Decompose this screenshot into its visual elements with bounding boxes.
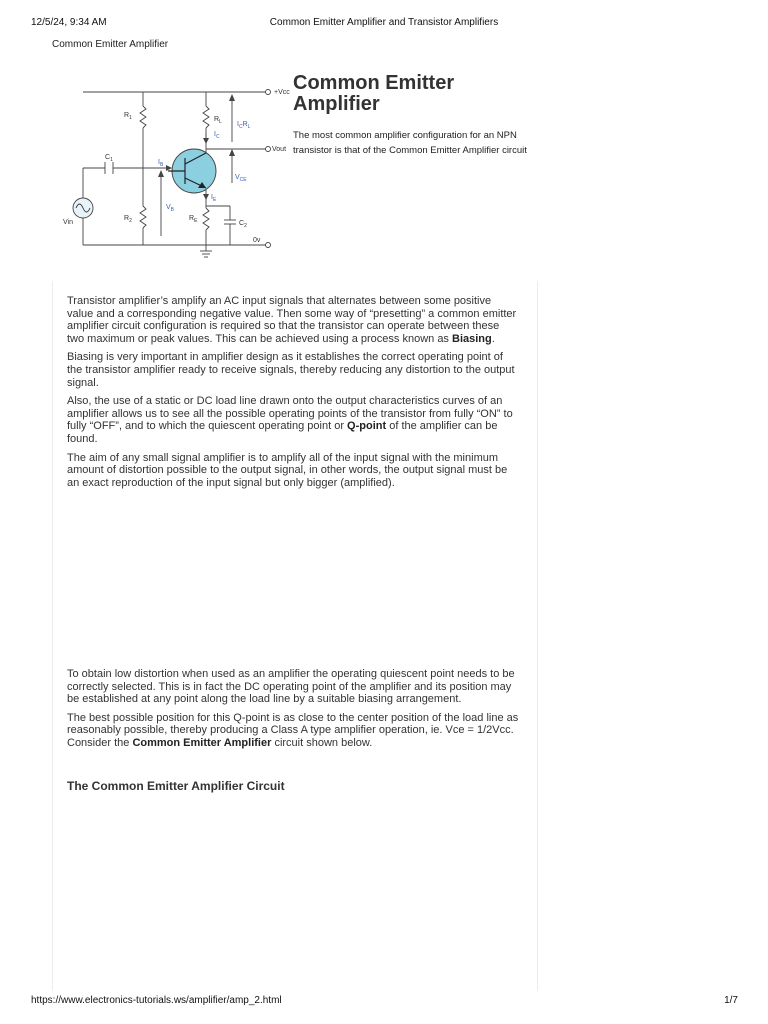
ic-label: $I_C$ [214, 131, 220, 140]
ie-label: $I_E$ [211, 194, 217, 203]
re-label: $R_E$ [189, 215, 198, 224]
common-emitter-circuit-diagram [60, 78, 290, 263]
icrl-label: $I_CR_L$ [237, 121, 251, 130]
ce-amplifier-term: Common Emitter Amplifier [132, 736, 272, 749]
page-url[interactable]: https://www.electronics-tutorials.ws/amplifier/amp_2.html [31, 995, 282, 1006]
vin-label: Vin [63, 219, 73, 226]
vb-label: $V_B$ [166, 204, 175, 213]
biasing-term: Biasing [452, 332, 492, 345]
vcc-label: +Vcc [274, 89, 290, 96]
title-block [293, 73, 533, 158]
breadcrumb[interactable]: Common Emitter Amplifier [52, 39, 169, 50]
q-point-term: Q-point [347, 420, 387, 433]
vce-label: $V_{CE}$ [235, 174, 247, 183]
page-number: 1/7 [724, 995, 738, 1006]
paragraph-biasing-intro: Transistor amplifier’s amplify an AC input signals that alternates between some positive value and a corresponding negative value. Then some way of “presetting” a common emitter amplifier circuit configuration is required so that the transistor can operate between these two maximum or peak values. This can be achieved using a process known as Biasing. [67, 295, 517, 345]
paragraph-low-distortion: To obtain low distortion when used as an amplifier the operating quiescent point needs to be correctly selected. This is in fact the DC operating point of the amplifier and its position may be established at any point along the load line by a suitable biasing arrangement. [67, 668, 515, 706]
article-section-1 [67, 295, 519, 495]
circuit-subheading: The Common Emitter Amplifier Circuit [67, 779, 285, 793]
article-section-2 [67, 668, 519, 756]
c2-label: $C_2$ [239, 220, 247, 229]
intro-text: The most common amplifier configuration for an NPN transistor is that of the Common Emitter Amplifier circuit [293, 130, 527, 156]
r2-label: $R_2$ [124, 215, 132, 224]
c1-label: $C_1$ [105, 154, 113, 163]
print-datetime: 12/5/24, 9:34 AM [31, 17, 107, 28]
print-page-title: Common Emitter Amplifier and Transistor Amplifiers [269, 17, 499, 28]
paragraph-biasing-importance: Biasing is very important in amplifier design as it establishes the correct operating point of the transistor amplifier ready to receive signals, thereby reducing any distortion to the output signal. [67, 351, 515, 389]
r1-label: $R_1$ [124, 112, 132, 121]
rl-label: $R_L$ [214, 116, 222, 125]
paragraph-load-line: Also, the use of a static or DC load line drawn onto the output characteristics curves of an amplifier allows us to see all the possible operating points of the transistor from fully “ON” to fully “OFF”, and to which the quiescent operating point or Q-point of the amplifier can be found. [67, 395, 513, 445]
ib-label: $I_B$ [158, 159, 164, 168]
zero-volt-label: 0v [253, 237, 261, 244]
vout-label: Vout [272, 146, 287, 153]
page-heading: Common Emitter Amplifier [293, 72, 455, 115]
paragraph-small-signal: The aim of any small signal amplifier is to amplify all of the input signal with the minimum amount of distortion possible to the output signal, in other words, the output signal must be an exact reproduction of the input signal but only bigger (amplified). [67, 451, 508, 489]
article-section-3 [67, 780, 519, 793]
paragraph-q-point-position: The best possible position for this Q-point is as close to the center position of the load line as reasonably possible, thereby producing a Class A type amplifier operation, ie. Vce = 1/2Vcc. Consider the Common Emitter Amplifier circuit shown below. [67, 711, 519, 749]
